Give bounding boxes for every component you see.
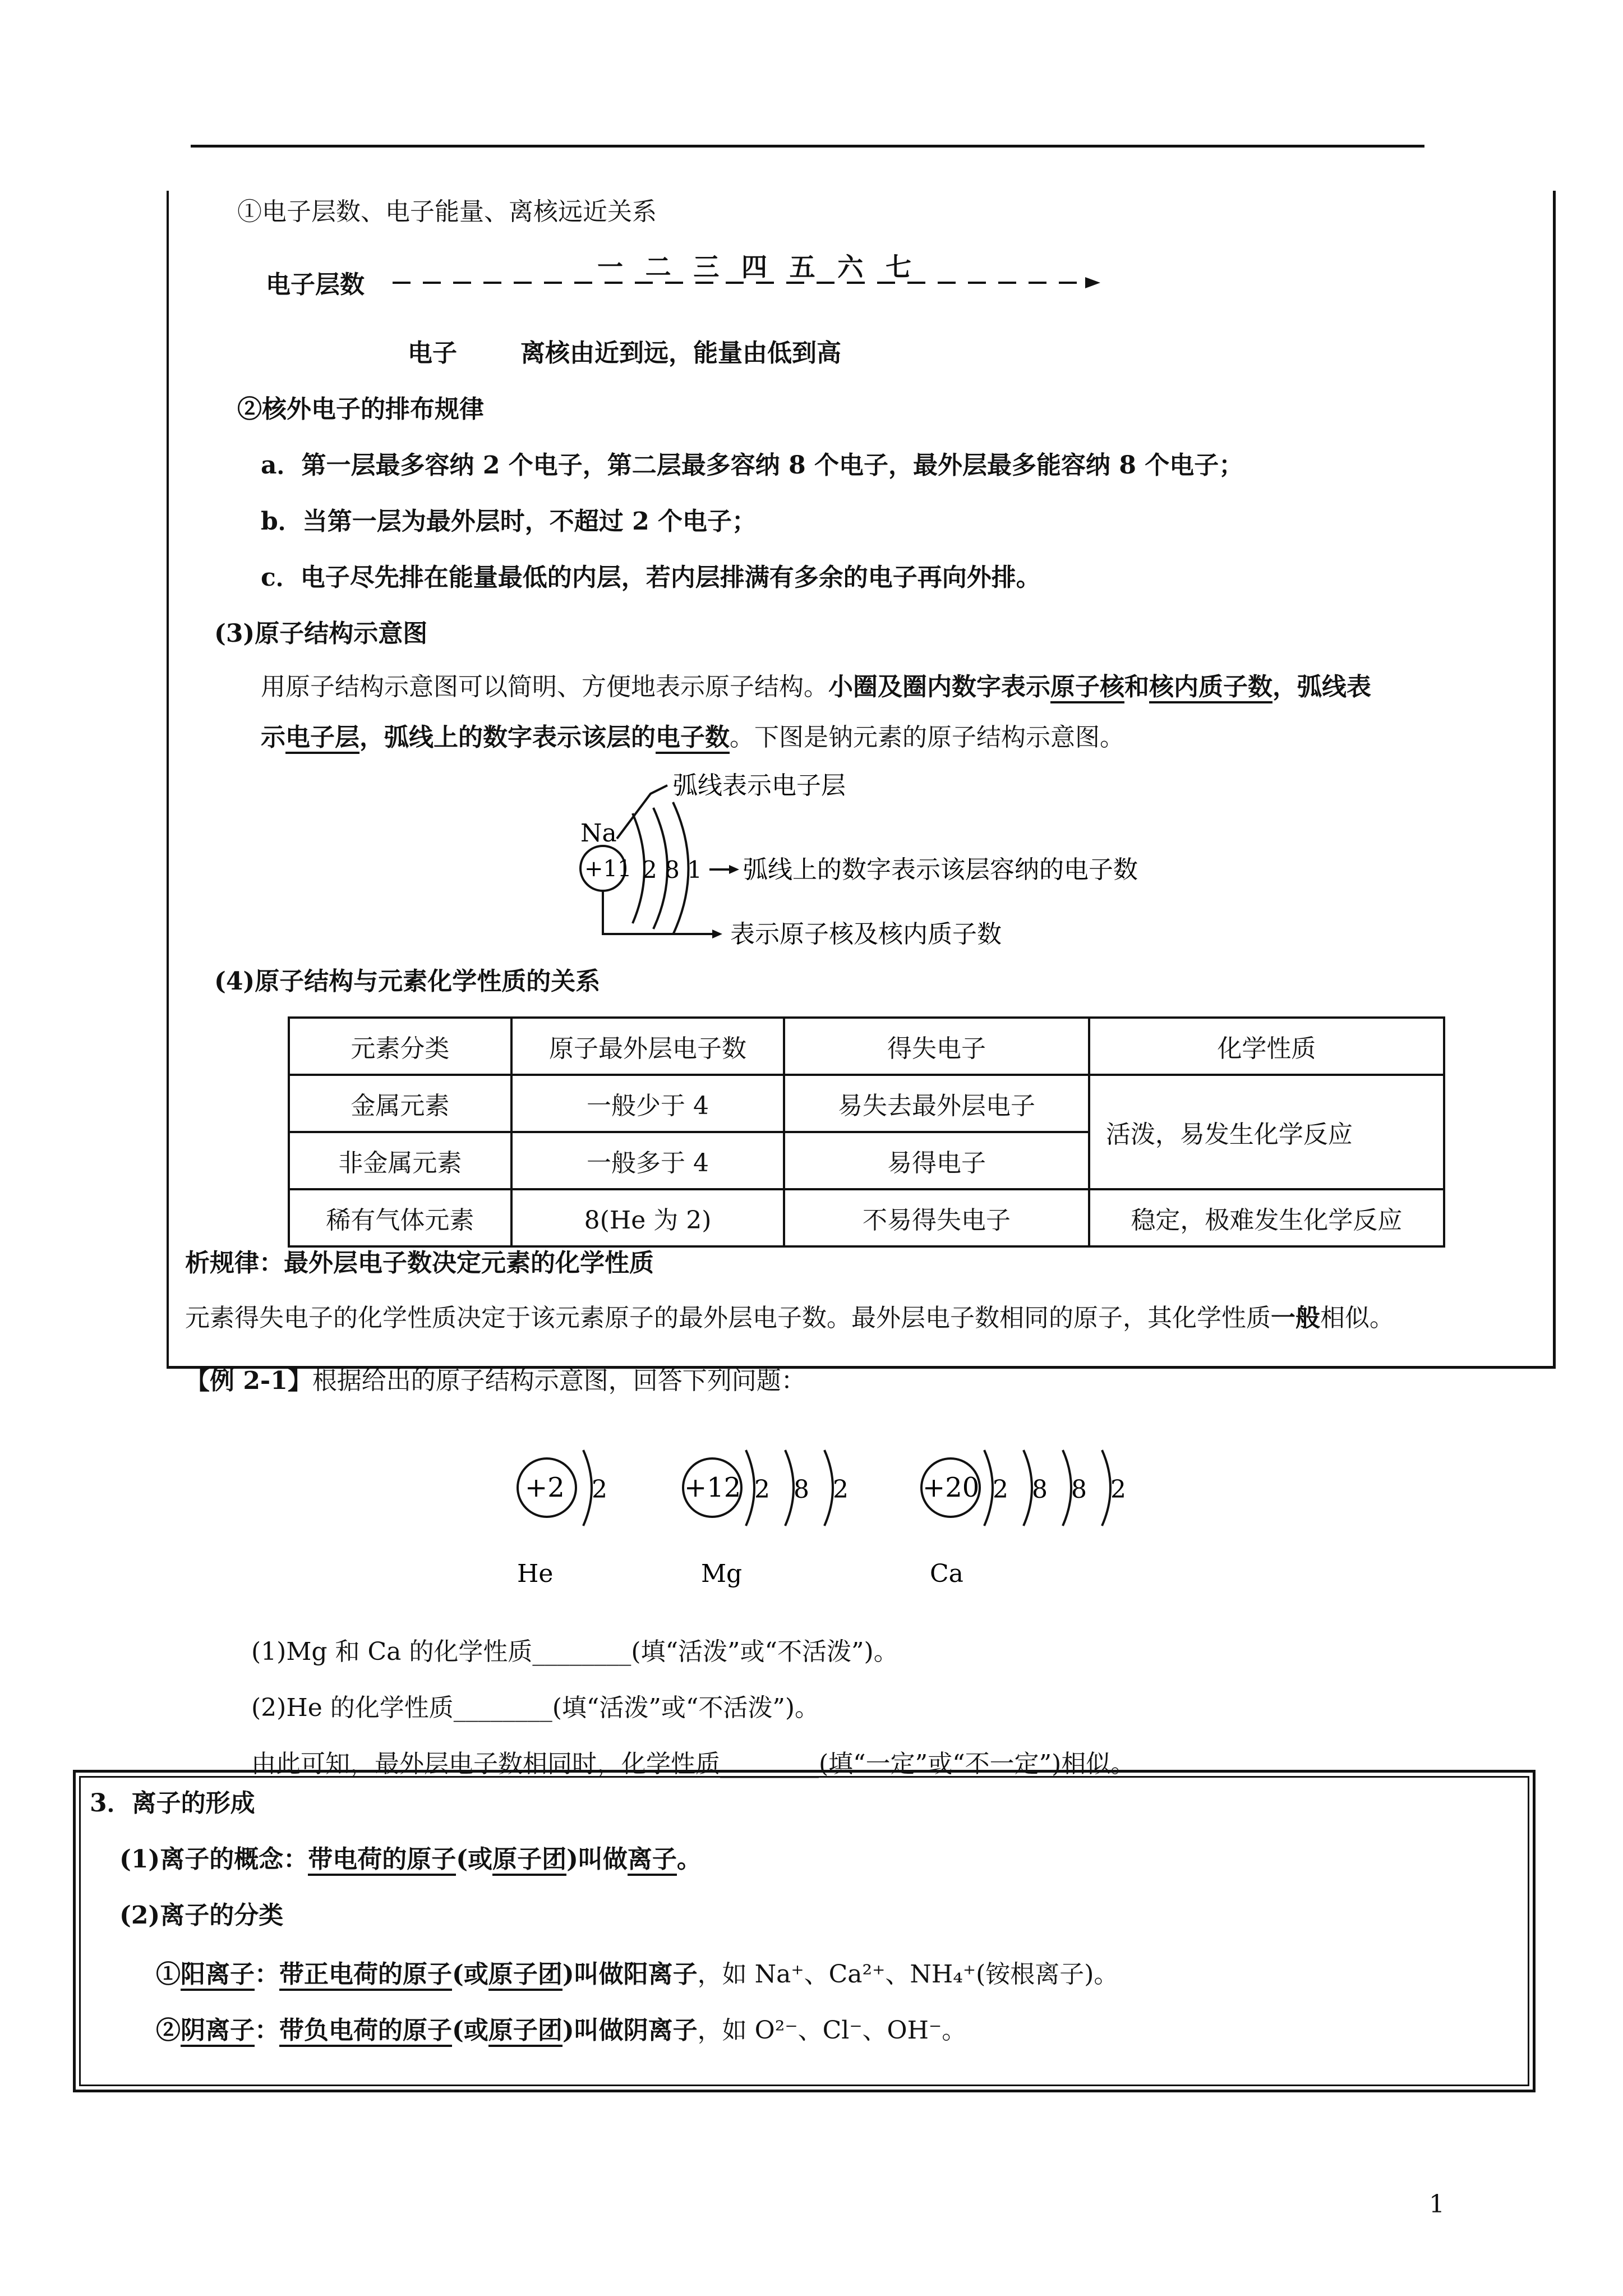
example-label: 【例 2-1】 [185, 1366, 312, 1395]
ca-shell: 8 [1032, 1475, 1048, 1504]
question-2: (2)He 的化学性质________(填“活泼”或“不活泼”)。 [251, 1694, 820, 1722]
text: 元素得失电子的化学性质决定于该元素原子的最外层电子数。最外层电子数相同的原子，其化学性质 [185, 1304, 1271, 1332]
na-nucleus: +11 [584, 856, 632, 882]
text: ② [156, 2016, 181, 2045]
text: )叫做 [566, 1845, 628, 1874]
item2-title: ②核外电子的排布规律 [237, 395, 484, 424]
text: ，如 O²⁻、Cl⁻、OH⁻。 [697, 2016, 967, 2045]
key-term: 阴离子 [181, 2016, 255, 2047]
text: 小圈及圈内数字表示 [828, 673, 1050, 701]
table-cell: 稀有气体元素 [289, 1189, 511, 1246]
rule-b: b．当第一层为最外层时，不超过 2 个电子； [261, 507, 757, 536]
table-cell: 易得电子 [784, 1132, 1089, 1189]
energy-label: 电子 [408, 339, 457, 367]
table-header-cell: 化学性质 [1089, 1018, 1444, 1075]
layer-number: 六 [837, 252, 864, 282]
table-cell: 金属元素 [289, 1075, 511, 1132]
sec3-paragraph-line2 [261, 721, 1124, 754]
text: 相似。 [1320, 1304, 1394, 1332]
key-term: 带正电荷的原子 [279, 1960, 452, 1991]
key-term: 原子团 [488, 1960, 562, 1991]
header-rule [191, 145, 1424, 148]
key-term: 电子数 [656, 723, 730, 754]
key-term: 阳离子 [181, 1960, 255, 1991]
ca-nucleus: +20 [923, 1472, 980, 1503]
sec3-paragraph-line1 [261, 670, 1371, 704]
he-name: He [517, 1559, 554, 1588]
sodium-atom-diagram [572, 769, 1245, 954]
text: ，弧线上的数字表示该层的 [359, 723, 656, 752]
element-property-table [288, 1016, 1445, 1248]
text: (或 [456, 1845, 493, 1874]
layer-arrow [393, 275, 1110, 292]
table-header-cell: 得失电子 [784, 1018, 1089, 1075]
ca-shell: 2 [993, 1475, 1008, 1504]
ion-classify: (2)离子的分类 [119, 1901, 284, 1930]
text: 用原子结构示意图可以简明、方便地表示原子结构。 [261, 673, 828, 701]
layer-number: 二 [645, 252, 671, 282]
layer-number: 一 [597, 252, 623, 282]
mg-nucleus: +12 [684, 1472, 741, 1503]
table-cell: 8(He 为 2) [511, 1189, 784, 1246]
na-shell-numbers: 2 8 1 [642, 856, 702, 884]
table-header-cell: 元素分类 [289, 1018, 511, 1075]
table-cell: 非金属元素 [289, 1132, 511, 1189]
table-header-cell: 原子最外层电子数 [511, 1018, 784, 1075]
key-term: 带电荷的原子 [308, 1845, 456, 1876]
na-label-number: 弧线上的数字表示该层容纳的电子数 [743, 855, 1138, 884]
text: 。 [676, 1845, 702, 1874]
ion-concept [119, 1843, 702, 1876]
he-nucleus: +2 [525, 1472, 565, 1503]
text: 和 [1124, 673, 1149, 701]
text: )叫做阴离子 [562, 2016, 698, 2045]
cation-line [156, 1958, 1118, 1991]
key-term: 原子团 [488, 2016, 562, 2047]
rule-title: 析规律：最外层电子数决定元素的化学性质 [185, 1249, 654, 1277]
ca-shell: 2 [1110, 1475, 1126, 1504]
key-term: 原子团 [492, 1845, 566, 1876]
sec3-title: (3)原子结构示意图 [214, 619, 428, 648]
key-term: 核内质子数 [1149, 673, 1272, 703]
table-header-row [289, 1018, 1444, 1075]
mg-shell: 8 [794, 1475, 809, 1504]
text: ① [156, 1960, 181, 1989]
question-3: 由此可知，最外层电子数相同时，化学性质________(填“一定”或“不一定”)相似。 [251, 1750, 1136, 1778]
example-title [185, 1364, 806, 1398]
box2-title: 3．离子的形成 [90, 1789, 255, 1818]
rule-a: a．第一层最多容纳 2 个电子，第二层最多容纳 8 个电子，最外层最多能容纳 8 个电子； [261, 451, 1244, 480]
key-term: 离子 [628, 1845, 677, 1876]
text: (或 [452, 1960, 488, 1989]
mg-shell: 2 [833, 1475, 849, 1504]
sec4-title: (4)原子结构与元素化学性质的关系 [214, 967, 601, 996]
item1-title: ①电子层数、电子能量、离核远近关系 [237, 197, 657, 226]
rule-c: c．电子尽先排在能量最低的内层，若内层排满有多余的电子再向外排。 [261, 563, 1041, 592]
layer-number: 七 [885, 252, 911, 282]
layer-label: 电子层数 [266, 270, 365, 299]
text: ： [255, 2016, 279, 2045]
layer-number: 五 [789, 252, 815, 282]
he-shell: 2 [592, 1475, 607, 1504]
table-cell-merged: 活泼，易发生化学反应 [1089, 1075, 1444, 1189]
mg-name: Mg [701, 1559, 743, 1588]
layer-number: 四 [741, 252, 767, 282]
text: (或 [452, 2016, 488, 2045]
text: 一般 [1271, 1304, 1320, 1332]
anion-line [156, 2014, 966, 2047]
text: 。下图是钠元素的原子结构示意图。 [730, 723, 1124, 752]
na-label-nucleus: 表示原子核及核内质子数 [730, 920, 1002, 949]
na-label-arc: 弧线表示电子层 [673, 771, 846, 800]
table-cell: 一般多于 4 [511, 1132, 784, 1189]
table-cell: 易失去最外层电子 [784, 1075, 1089, 1132]
ca-shell: 8 [1071, 1475, 1087, 1504]
table-cell: 一般少于 4 [511, 1075, 784, 1132]
question-1: (1)Mg 和 Ca 的化学性质________(填“活泼”或“不活泼”)。 [251, 1637, 898, 1666]
layer-number: 三 [693, 252, 720, 282]
text: 示 [261, 723, 285, 752]
text: ，弧线表 [1272, 673, 1371, 701]
key-term: 电子层 [285, 723, 359, 754]
text: ，如 Na⁺、Ca²⁺、NH₄⁺(铵根离子)。 [697, 1960, 1119, 1989]
table-row [289, 1075, 1444, 1132]
text: )叫做阳离子 [562, 1960, 698, 1989]
text: ： [255, 1960, 279, 1989]
table-cell: 不易得失电子 [784, 1189, 1089, 1246]
rule-text [185, 1301, 1394, 1335]
text: (1)离子的概念： [119, 1845, 308, 1874]
table-row [289, 1189, 1444, 1246]
key-term: 原子核 [1050, 673, 1124, 703]
page-number: 1 [1429, 2190, 1445, 2219]
example-atom-diagrams [505, 1436, 1234, 1593]
mg-shell: 2 [754, 1475, 770, 1504]
energy-desc: 离核由近到远，能量由低到高 [520, 339, 841, 367]
text: 根据给出的原子结构示意图，回答下列问题： [312, 1366, 806, 1395]
table-cell: 稳定，极难发生化学反应 [1089, 1189, 1444, 1246]
ca-name: Ca [930, 1559, 963, 1588]
na-symbol: Na [580, 819, 617, 848]
key-term: 带负电荷的原子 [279, 2016, 452, 2047]
